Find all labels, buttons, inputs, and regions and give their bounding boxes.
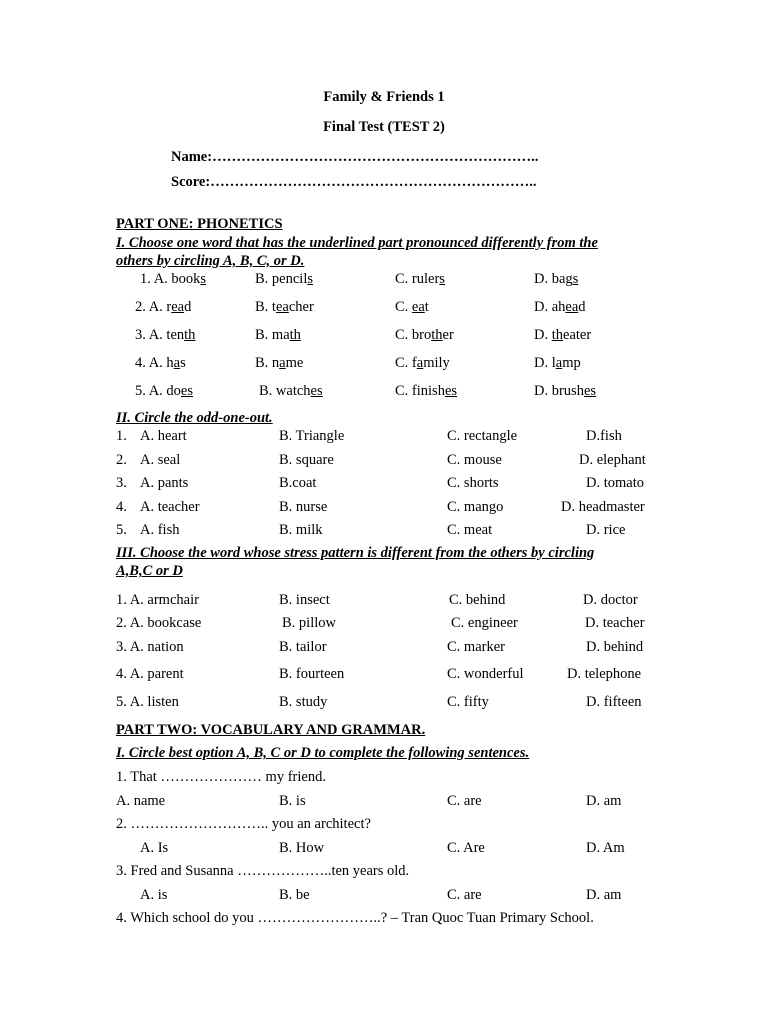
option-d[interactable]: D. headmaster — [561, 499, 645, 515]
option-text: B. n — [255, 355, 280, 371]
option-a[interactable]: 1. A. armchair — [116, 592, 199, 608]
section-2-heading: II. Circle the odd-one-out. — [116, 410, 273, 426]
option-d[interactable]: D. behind — [586, 639, 644, 655]
stress-question-3 — [0, 638, 768, 656]
stress-question-2 — [0, 614, 768, 632]
option-b[interactable]: B. tailor — [279, 639, 327, 655]
odd-one-out-question-2 — [0, 451, 768, 469]
option-d[interactable] — [534, 354, 581, 372]
option-b[interactable] — [259, 382, 323, 400]
option-a[interactable]: A. Is — [140, 840, 169, 856]
question-number: 5. — [116, 522, 127, 538]
question-1-text: 1. That ………………… my friend. — [116, 769, 326, 785]
odd-one-out-question-3 — [0, 474, 768, 492]
section-3-instruction-line1: III. Choose the word whose stress pattern is different from the others by circling — [116, 545, 595, 561]
option-a[interactable]: 3. A. nation — [116, 639, 184, 655]
option-b[interactable]: B. fourteen — [279, 666, 345, 682]
option-c[interactable]: C. mouse — [447, 452, 502, 468]
option-text: d — [184, 299, 192, 315]
option-b[interactable]: B.coat — [279, 475, 317, 491]
underlined-sound: th — [289, 327, 301, 343]
option-text: C. — [395, 299, 412, 315]
underlined-sound: a — [279, 355, 286, 371]
stress-question-4 — [0, 665, 768, 683]
option-c[interactable]: C. shorts — [447, 475, 499, 491]
phonetics-question-1 — [0, 270, 768, 288]
question-4-text: 4. Which school do you ……………………..? – Tran Quoc Tuan Primary School. — [116, 910, 594, 926]
option-d[interactable]: D. am — [586, 793, 622, 809]
underlined-sound: a — [555, 355, 563, 371]
option-b[interactable] — [255, 354, 303, 372]
option-text: 4. A. h — [135, 355, 174, 371]
underlined-sound: ea — [411, 299, 425, 315]
part-one-heading: PART ONE: PHONETICS — [116, 216, 283, 232]
option-c[interactable] — [395, 354, 450, 372]
option-text: B. ma — [255, 327, 290, 343]
option-c[interactable] — [395, 298, 429, 316]
underlined-sound: th — [551, 327, 564, 343]
option-text: B. watch — [259, 383, 311, 399]
option-c[interactable]: C. engineer — [451, 615, 518, 631]
option-text: er — [442, 327, 454, 343]
score-field-line: Score:………………………………………………………….. — [171, 174, 537, 190]
option-text: D. brush — [534, 383, 584, 399]
question-number: 4. — [116, 499, 127, 515]
option-b[interactable]: B. How — [279, 840, 325, 856]
option-d[interactable]: D. fifteen — [586, 694, 642, 710]
part-two-section-1-heading: I. Circle best option A, B, C or D to complete the following sentences. — [116, 745, 530, 761]
question-number: 2. — [116, 452, 127, 468]
option-d[interactable] — [534, 298, 586, 316]
option-c[interactable] — [395, 270, 445, 288]
option-d[interactable]: D. doctor — [583, 592, 638, 608]
option-b[interactable]: B. be — [279, 887, 310, 903]
underlined-sound: ea — [171, 299, 185, 315]
option-c[interactable] — [395, 326, 454, 344]
option-text: t — [424, 299, 429, 315]
option-text: 3. A. ten — [135, 327, 185, 343]
option-d[interactable]: D. elephant — [579, 452, 646, 468]
option-text: mp — [562, 355, 581, 371]
option-d[interactable]: D. teacher — [585, 615, 645, 631]
test-subtitle: Final Test (TEST 2) — [323, 119, 445, 135]
option-text: 1. A. book — [140, 271, 201, 287]
option-b[interactable] — [255, 298, 314, 316]
underlined-sound: es — [444, 383, 458, 399]
name-field-line: Name:………………………………………………………….. — [171, 149, 539, 165]
phonetics-question-4 — [0, 354, 768, 372]
option-a[interactable]: 4. A. parent — [116, 666, 184, 682]
option-d[interactable] — [534, 326, 591, 344]
option-a[interactable]: A. teacher — [140, 499, 200, 515]
underlined-sound: a — [416, 355, 424, 371]
part-two-heading: PART TWO: VOCABULARY AND GRAMMAR. — [116, 722, 426, 738]
underlined-sound: s — [572, 271, 579, 287]
option-b[interactable]: B. square — [279, 452, 334, 468]
test-title: Family & Friends 1 — [323, 89, 445, 105]
question-3-options — [0, 886, 768, 904]
section-3-instruction-line2: A,B,C or D — [116, 563, 183, 579]
option-d[interactable]: D. Am — [586, 840, 625, 856]
underlined-sound: s — [307, 271, 314, 287]
odd-one-out-question-1 — [0, 427, 768, 445]
option-text: C. finish — [395, 383, 445, 399]
option-d[interactable]: D. am — [586, 887, 622, 903]
question-3-text: 3. Fred and Susanna ………………..ten years old. — [116, 863, 410, 879]
option-a[interactable] — [140, 270, 206, 288]
phonetics-question-2 — [0, 298, 768, 316]
option-text: D. l — [534, 355, 556, 371]
option-b[interactable]: B. is — [279, 793, 306, 809]
option-a[interactable] — [135, 354, 186, 372]
option-c[interactable]: C. fifty — [447, 694, 489, 710]
option-b[interactable] — [255, 326, 301, 344]
option-a[interactable] — [135, 382, 193, 400]
question-2-options — [0, 839, 768, 857]
underlined-sound: s — [200, 271, 207, 287]
option-b[interactable]: B. nurse — [279, 499, 328, 515]
option-b[interactable]: B. study — [279, 694, 328, 710]
question-2-text: 2. ……………………….. you an architect? — [116, 816, 371, 832]
option-c[interactable]: C. marker — [447, 639, 505, 655]
option-c[interactable]: C. behind — [449, 592, 506, 608]
option-c[interactable]: C. are — [447, 887, 482, 903]
underlined-sound: es — [310, 383, 323, 399]
underlined-sound: ea — [275, 299, 289, 315]
underlined-sound: th — [184, 327, 196, 343]
underlined-sound: es — [583, 383, 597, 399]
option-d[interactable]: D. tomato — [586, 475, 644, 491]
section-1-instruction-line2: others by circling A, B, C, or D. — [116, 253, 305, 269]
option-text: cher — [288, 299, 314, 315]
option-text: d — [578, 299, 586, 315]
option-d[interactable]: D. telephone — [567, 666, 642, 682]
phonetics-question-3 — [0, 326, 768, 344]
option-a[interactable]: A. fish — [140, 522, 180, 538]
option-a[interactable]: A. heart — [140, 428, 187, 444]
question-number: 1. — [116, 428, 127, 444]
option-b[interactable]: B. pillow — [282, 615, 336, 631]
option-a[interactable] — [135, 298, 191, 316]
option-a[interactable]: A. seal — [140, 452, 181, 468]
option-text: me — [285, 355, 304, 371]
option-text: D. ah — [534, 299, 566, 315]
option-c[interactable]: C. rectangle — [447, 428, 518, 444]
option-d[interactable]: D.fish — [586, 428, 622, 444]
option-text: D. — [534, 327, 552, 343]
stress-question-1 — [0, 591, 768, 609]
option-a[interactable]: A. is — [140, 887, 168, 903]
option-c[interactable]: C. meat — [447, 522, 493, 538]
option-a[interactable]: A. name — [116, 793, 166, 809]
option-text: mily — [423, 355, 450, 371]
option-d[interactable] — [534, 270, 578, 288]
question-number: 3. — [116, 475, 127, 491]
option-text: B. pencil — [255, 271, 308, 287]
odd-one-out-question-4 — [0, 498, 768, 516]
option-c[interactable]: C. wonderful — [447, 666, 524, 682]
underlined-sound: a — [173, 355, 181, 371]
section-1-instruction-line1: I. Choose one word that has the underlined part pronounced differently from the — [116, 235, 598, 251]
option-a[interactable]: 5. A. listen — [116, 694, 179, 710]
underlined-sound: s — [439, 271, 445, 287]
option-a[interactable] — [135, 326, 195, 344]
option-text: C. ruler — [395, 271, 440, 287]
underlined-sound: ea — [565, 299, 579, 315]
option-c[interactable]: C. are — [447, 793, 482, 809]
underlined-sound: es — [180, 383, 194, 399]
question-1-options — [0, 792, 768, 810]
option-b[interactable] — [255, 270, 313, 288]
option-text: 2. A. r — [135, 299, 172, 315]
option-a[interactable]: 2. A. bookcase — [116, 615, 202, 631]
option-text: s — [180, 355, 186, 371]
option-c[interactable] — [395, 382, 457, 400]
option-c[interactable]: C. mango — [447, 499, 504, 515]
option-d[interactable] — [534, 382, 596, 400]
option-text: 5. A. do — [135, 383, 181, 399]
option-text: C. bro — [395, 327, 432, 343]
stress-question-5 — [0, 693, 768, 711]
underlined-sound: th — [431, 327, 443, 343]
option-c[interactable]: C. Are — [447, 840, 485, 856]
option-text: D. bag — [534, 271, 573, 287]
option-text: B. t — [255, 299, 276, 315]
option-b[interactable]: B. milk — [279, 522, 323, 538]
option-b[interactable]: B. insect — [279, 592, 330, 608]
odd-one-out-question-5 — [0, 521, 768, 539]
option-b[interactable]: B. Triangle — [279, 428, 345, 444]
phonetics-question-5 — [0, 382, 768, 400]
option-text: eater — [563, 327, 592, 343]
option-d[interactable]: D. rice — [586, 522, 626, 538]
option-a[interactable]: A. pants — [140, 475, 189, 491]
option-text: C. f — [395, 355, 417, 371]
